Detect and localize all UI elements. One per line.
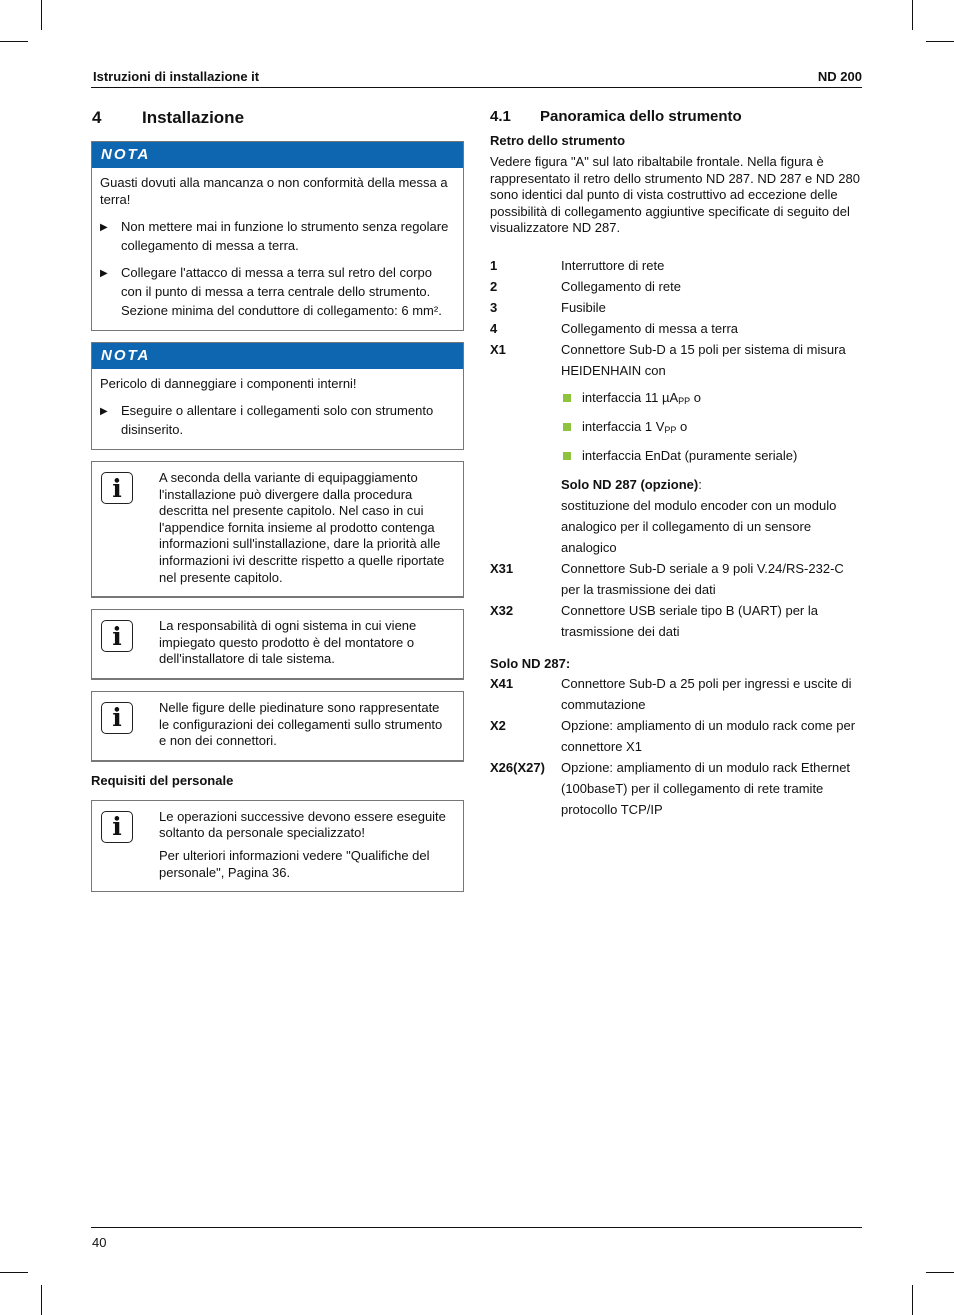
arrow-right-icon: ▶ [100,268,108,279]
section-heading [91,107,464,129]
crop-mark [41,1285,42,1315]
interface-subscript: PP [678,395,691,406]
legend-item [490,297,862,318]
legend-text: Collegamento di messa a terra [561,320,739,336]
interface-item [490,385,862,414]
bullet-item [100,263,453,320]
legend-item [490,715,862,757]
crop-mark [926,41,954,42]
legend-item [490,276,862,297]
note-label: NOTA [92,343,463,369]
footer-rule [91,1227,862,1228]
right-column [490,107,862,820]
legend-key: X41 [490,675,514,691]
note-intro: Guasti dovuti alla mancanza o non conformità della messa a terra! [100,175,448,207]
square-bullet-icon [563,452,571,460]
crop-mark [41,0,42,30]
legend-key: X2 [490,717,506,733]
legend-text: Fusibile [561,299,606,315]
subsection-number: 4.1 [490,107,511,125]
legend-text: Interruttore di rete [561,257,665,273]
page-header [91,69,862,88]
info-icon: i [101,620,133,652]
option-text: sostituzione del modulo encoder con un modulo analogico per il collegamento di un sensore analogico [561,497,837,555]
info-box [91,691,464,762]
square-bullet-icon [563,423,571,431]
bullet-item [100,401,453,439]
bullet-text: Non mettere mai in funzione lo strumento senza regolare collegamento di messa a terra. [121,219,449,253]
info-text: A seconda della variante di equipaggiamento l'installazione può divergere dalla procedura descritta nel presente capitolo. Nel caso in cui l'appendice fornita insieme al prodotto contenga informazioni sull'installazione, dare la priorità alle informazioni ivi descritte rispetto a quelle riportate nel presente capitolo. [159,470,445,585]
legend-item [490,757,862,820]
crop-mark [0,1272,28,1273]
legend-key: X31 [490,560,514,576]
interface-text: interfaccia 11 µA [582,389,679,405]
note-components [91,342,464,450]
legend-item [490,558,862,600]
legend-key: X1 [490,341,506,357]
legend-item [490,255,862,276]
interface-text: interfaccia 1 V [582,418,665,434]
subsection-heading [490,107,862,125]
crop-mark [912,0,913,30]
rear-heading: Retro dello strumento [490,133,626,148]
info-text: Le operazioni successive devono essere eseguite soltanto da personale specializzato! [159,808,446,841]
left-column [91,107,464,903]
legend-key: 2 [490,278,498,294]
legend-item [490,600,862,642]
bullet-text: Collegare l'attacco di messa a terra sul retro del corpo con il punto di messa a terra centrale dello strumento. Sezione minima del conduttore di collegamento: 6 mm². [121,265,442,318]
info-box [91,461,464,598]
note-intro: Pericolo di danneggiare i componenti interni! [100,376,357,391]
info-icon: i [101,472,133,504]
square-bullet-icon [563,394,571,402]
legend-text: Opzione: ampliamento di un modulo rack Ethernet (100baseT) per il collegamento di rete tramite protocollo TCP/IP [561,759,851,817]
legend-text: Connettore USB seriale tipo B (UART) per la trasmissione dei dati [561,602,818,639]
nd287-heading: Solo ND 287: [490,655,571,671]
info-icon: i [101,702,133,734]
bullet-item [100,217,453,255]
info-box [91,800,464,892]
interface-text: o [676,418,688,434]
interface-subscript: PP [664,424,677,435]
rear-paragraph: Vedere figura "A" sul lato ribaltabile frontale. Nella figura è rappresentato il retro dello strumento ND 287. ND 287 e ND 280 sono identici dal punto di vista costruttivo ad eccezione delle possibilità di collegamento aggiuntive specificate di seguito del visualizzatore ND 287. [490,154,860,236]
info-text: La responsabilità di ogni sistema in cui viene impiegato questo prodotto è del montatore o dell'installatore di tale sistema. [159,618,417,667]
legend-key: 1 [490,257,498,273]
header-title: Istruzioni di installazione it [93,69,260,84]
interface-text: interfaccia EnDat (puramente seriale) [582,447,798,463]
info-icon: i [101,811,133,843]
legend-key: X32 [490,602,514,618]
section-number: 4 [92,108,102,127]
header-product: ND 200 [817,69,862,84]
legend-item [490,673,862,715]
arrow-right-icon: ▶ [100,222,108,233]
legend-key: X26(X27) [490,759,545,775]
page-number: 40 [92,1235,107,1250]
option-heading: Solo ND 287 (opzione) [561,476,699,492]
crop-mark [912,1285,913,1315]
bullet-text: Eseguire o allentare i collegamenti solo con strumento disinserito. [121,403,434,437]
interface-text: o [690,389,701,405]
crop-mark [0,41,28,42]
legend-text: Connettore Sub-D a 25 poli per ingressi e uscite di commutazione [561,675,852,712]
legend-item [490,339,862,381]
legend-key: 4 [490,320,498,336]
section-title: Installazione [142,108,245,127]
legend-item [490,318,862,339]
legend-text: Connettore Sub-D seriale a 9 poli V.24/RS-232-C per la trasmissione dei dati [561,560,844,597]
arrow-right-icon: ▶ [100,406,108,417]
interface-item [490,443,862,468]
option-note [490,474,862,495]
legend-text: Connettore Sub-D a 15 poli per sistema di misura HEIDENHAIN con [561,341,846,378]
interface-item [490,414,862,443]
note-grounding [91,141,464,331]
info-box [91,609,464,680]
info-text: Per ulteriori informazioni vedere "Qualifiche del personale", Pagina 36. [159,847,430,880]
personnel-heading: Requisiti del personale [91,772,234,788]
note-label: NOTA [92,142,463,168]
crop-mark [926,1272,954,1273]
legend-key: 3 [490,299,498,315]
legend-text: Collegamento di rete [561,278,681,294]
info-text: Nelle figure delle piedinature sono rappresentate le configurazioni dei collegamenti sullo strumento e non dei connettori. [159,699,443,749]
option-colon: : [698,476,702,492]
legend-text: Opzione: ampliamento di un modulo rack come per connettore X1 [561,717,856,754]
subsection-title: Panoramica dello strumento [540,107,742,125]
